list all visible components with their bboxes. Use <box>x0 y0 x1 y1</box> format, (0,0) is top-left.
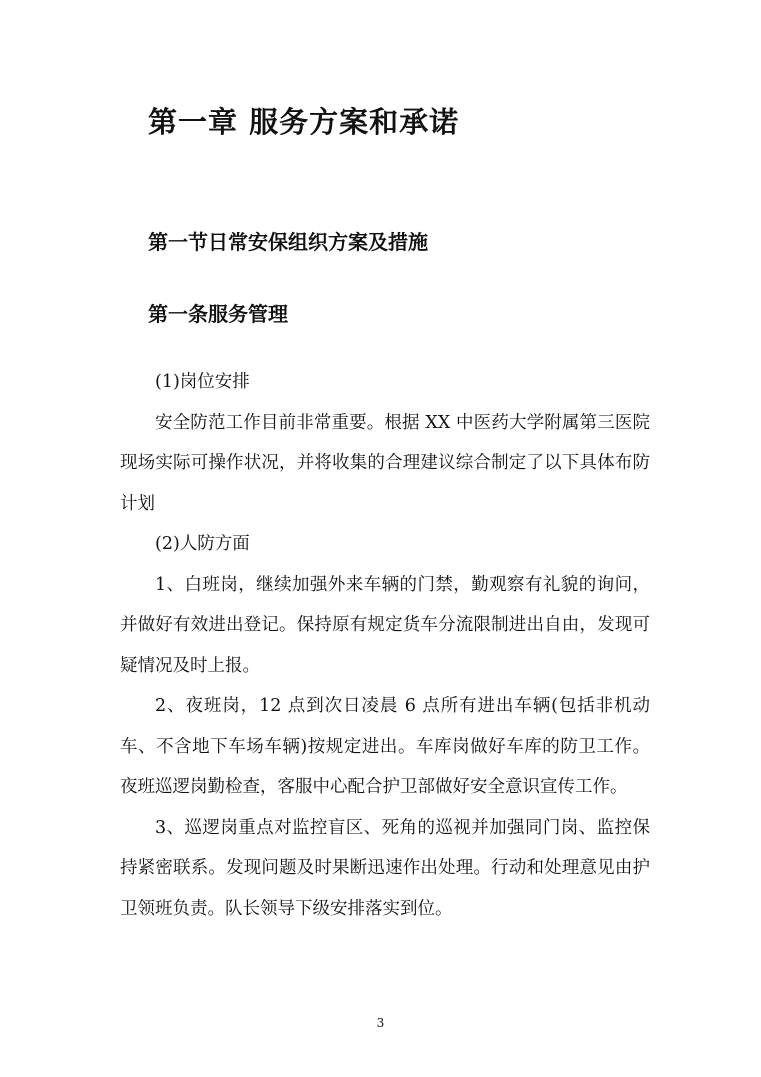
body-text <box>120 362 650 929</box>
paragraph-day-shift: 1、白班岗，继续加强外来车辆的门禁，勤观察有礼貌的询问，并做好有效进出登记。保持原有规定货车分流限制进出自由，发现可疑情况及时上报。 <box>120 574 650 676</box>
paragraph-night-shift: 2、夜班岗，12 点到次日凌晨 6 点所有进出车辆(包括非机动车、不含地下车场车辆)按规定进出。车库岗做好车库的防卫工作。夜班巡逻岗勤检查，客服中心配合护卫部做好安全意识宣传工作。 <box>120 696 650 797</box>
page-number: 3 <box>376 1016 385 1030</box>
article-title: 第一条服务管理 <box>148 302 288 326</box>
paragraph-post-arrangement-heading: (1)岗位安排 <box>155 372 250 392</box>
paragraph-patrol: 3、巡逻岗重点对监控盲区、死角的巡视并加强同门岗、监控保持紧密联系。发现问题及时果断迅速作出处理。行动和处理意见由护卫领班负责。队长领导下级安排落实到位。 <box>120 817 650 919</box>
chapter-title: 第一章 服务方案和承诺 <box>148 105 460 139</box>
paragraph-manpower-heading: (2)人防方面 <box>155 534 250 554</box>
section-title: 第一节日常安保组织方案及措施 <box>148 230 428 254</box>
paragraph-intro: 安全防范工作目前非常重要。根据 XX 中医药大学附属第三医院现场实际可操作状况，并将收集的合理建议综合制定了以下具体布防计划 <box>120 412 650 514</box>
